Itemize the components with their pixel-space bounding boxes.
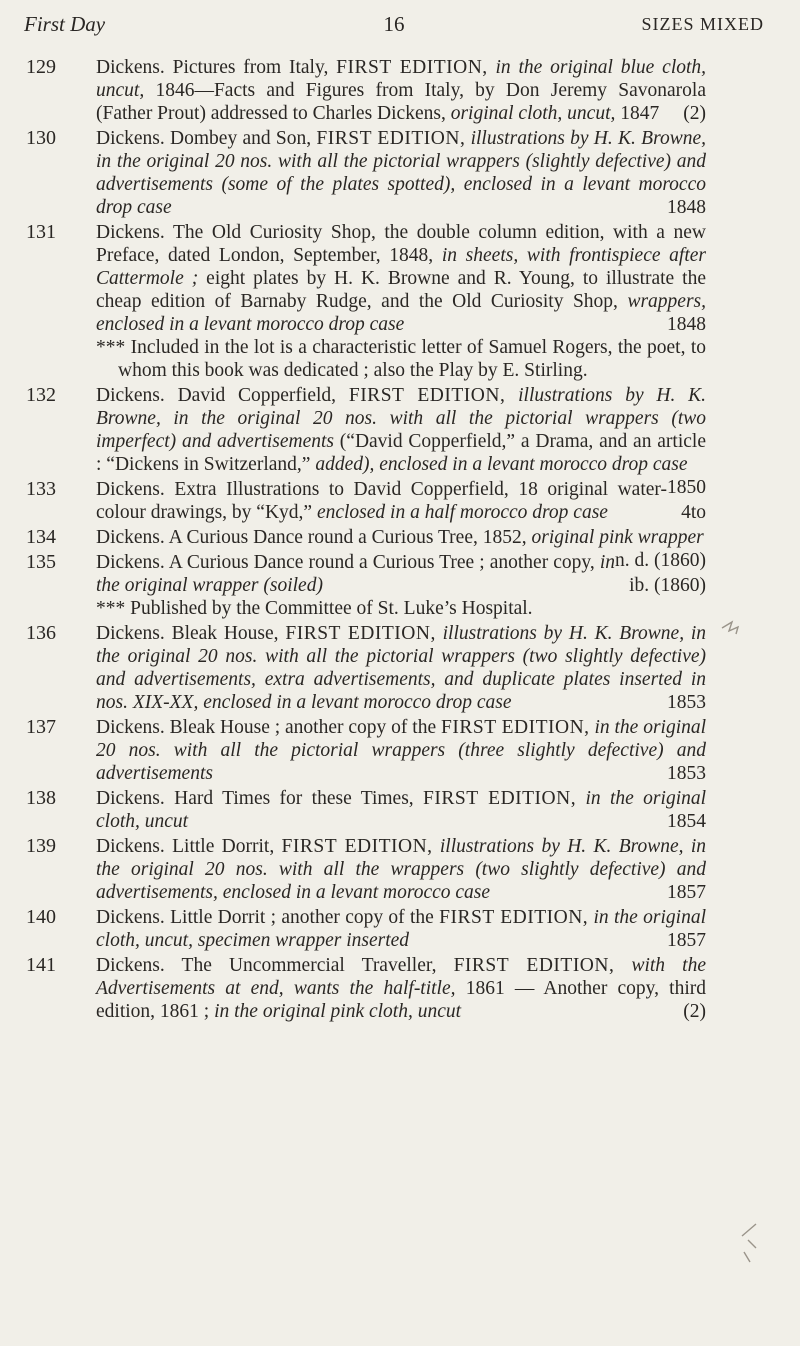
lot-count: (2) [683, 103, 706, 124]
lot-number: 134 [26, 526, 56, 548]
pencil-mark [742, 1224, 756, 1262]
lot-description: Dickens. Little Dorrit, FIRST EDITION, illustrations by H. K. Browne, in the original 20 nos. with all the wrappers (two slightly defective) and advertisements, enclosed in a levant morocco case 1857 [96, 836, 706, 903]
lot-number: 132 [26, 384, 56, 406]
lot-entry [26, 478, 706, 524]
lot-date: 1850 [667, 477, 706, 498]
section-heading: SIZES MIXED [641, 14, 764, 34]
lot-date: n. d. (1860) [615, 550, 706, 571]
lot-entry [26, 622, 706, 714]
lot-number: 129 [26, 56, 56, 78]
lot-count: (2) [683, 1001, 706, 1022]
lot-list [26, 56, 706, 1025]
page-number: 16 [383, 12, 405, 36]
lot-date: 1857 [667, 882, 706, 903]
lot-description: Dickens. Bleak House ; another copy of the FIRST EDITION, in the original 20 nos. with all the pictorial wrappers (three slightly defective) and advertisements 1853 [96, 717, 707, 784]
lot-entry [26, 127, 706, 219]
lot-description: Dickens. Bleak House, FIRST EDITION, illustrations by H. K. Browne, in the original 20 nos. with all the pictorial wrappers (two slightly defective) and advertisements, extra advertisements, and duplicate plates inserted in nos. XIX-XX, enclosed in a levant morocco drop case 1853 [96, 623, 707, 713]
lot-number: 141 [26, 954, 56, 976]
lot-entry [26, 221, 706, 382]
lot-number: 130 [26, 127, 56, 149]
lot-entry [26, 787, 706, 833]
lot-entry [26, 551, 706, 620]
lot-number: 135 [26, 551, 56, 573]
lot-number: 139 [26, 835, 56, 857]
lot-entry [26, 716, 706, 785]
lot-description: Dickens. Pictures from Italy, FIRST EDITION, in the original blue cloth, uncut, 1846—Facts and Figures from Italy, by Don Jeremy Savonarola (Father Prout) addressed to Charles Dickens, original cloth, uncut, 1847 (2) [96, 57, 707, 124]
sale-day-heading: First Day [24, 12, 106, 36]
lot-date: 1854 [667, 811, 706, 832]
lot-date: 1853 [667, 692, 706, 713]
pencil-mark [722, 622, 738, 634]
lot-date: 1848 [667, 314, 706, 335]
lot-number: 137 [26, 716, 56, 738]
lot-description: Dickens. The Uncommercial Traveller, FIRST EDITION, with the Advertisements at end, wants the half-title, 1861 — Another copy, third edition, 1861 ; in the original pink cloth, uncut (2) [96, 955, 707, 1022]
lot-number: 131 [26, 221, 56, 243]
lot-number: 133 [26, 478, 56, 500]
lot-note: *** Published by the Committee of St. Luke’s Hospital. [96, 598, 533, 619]
lot-description: Dickens. Little Dorrit ; another copy of the FIRST EDITION, in the original cloth, uncut, specimen wrapper inserted 1857 [96, 907, 706, 951]
lot-description: Dickens. A Curious Dance round a Curious Tree, 1852, original pink wrapper n. d. (1860) [96, 527, 706, 571]
lot-entry [26, 954, 706, 1023]
lot-entry [26, 56, 706, 125]
lot-description: Dickens. The Old Curiosity Shop, the double column edition, with a new Preface, dated London, September, 1848, in sheets, with frontispiece after Cattermole ; eight plates by H. K. Browne and R. Young, to illustrate the cheap edition of Barnaby Rudge, and the Old Curiosity Shop, wrappers, enclosed in a levant morocco drop case 1848 [96, 222, 707, 335]
lot-format: 4to [681, 502, 706, 523]
lot-number: 140 [26, 906, 56, 928]
lot-description: Dickens. David Copperfield, FIRST EDITION, illustrations by H. K. Browne, in the original 20 nos. with all the pictorial wrappers (two imperfect) and advertisements (“David Copperfield,” a Drama, and an article : “Dickens in Switzerland,” added), enclosed in a levant morocco drop case 1850 [96, 385, 707, 498]
lot-number: 138 [26, 787, 56, 809]
lot-entry [26, 835, 706, 904]
lot-date: ib. (1860) [629, 575, 706, 596]
lot-description: Dickens. Dombey and Son, FIRST EDITION, illustrations by H. K. Browne, in the original 20 nos. with all the pictorial wrappers (slightly defective) and advertisements (some of the plates spotted), enclosed in a levant morocco drop case 1848 [96, 128, 706, 218]
lot-note: *** Included in the lot is a characteristic letter of Samuel Rogers, the poet, to whom this book was dedicated ; also the Play by E. Stirling. [96, 337, 706, 381]
lot-number: 136 [26, 622, 56, 644]
page-header [24, 8, 764, 44]
lot-description: Dickens. Extra Illustrations to David Copperfield, 18 original water-colour drawings, by “Kyd,” enclosed in a half morocco drop case 4to [96, 479, 706, 523]
lot-date: 1857 [667, 930, 706, 951]
lot-description: Dickens. A Curious Dance round a Curious Tree ; another copy, in the original wrapper (soiled) ib. (1860) [96, 552, 706, 596]
lot-date: 1848 [667, 197, 706, 218]
lot-description: Dickens. Hard Times for these Times, FIRST EDITION, in the original cloth, uncut 1854 [96, 788, 707, 832]
lot-entry [26, 906, 706, 952]
lot-date: 1853 [667, 763, 706, 784]
